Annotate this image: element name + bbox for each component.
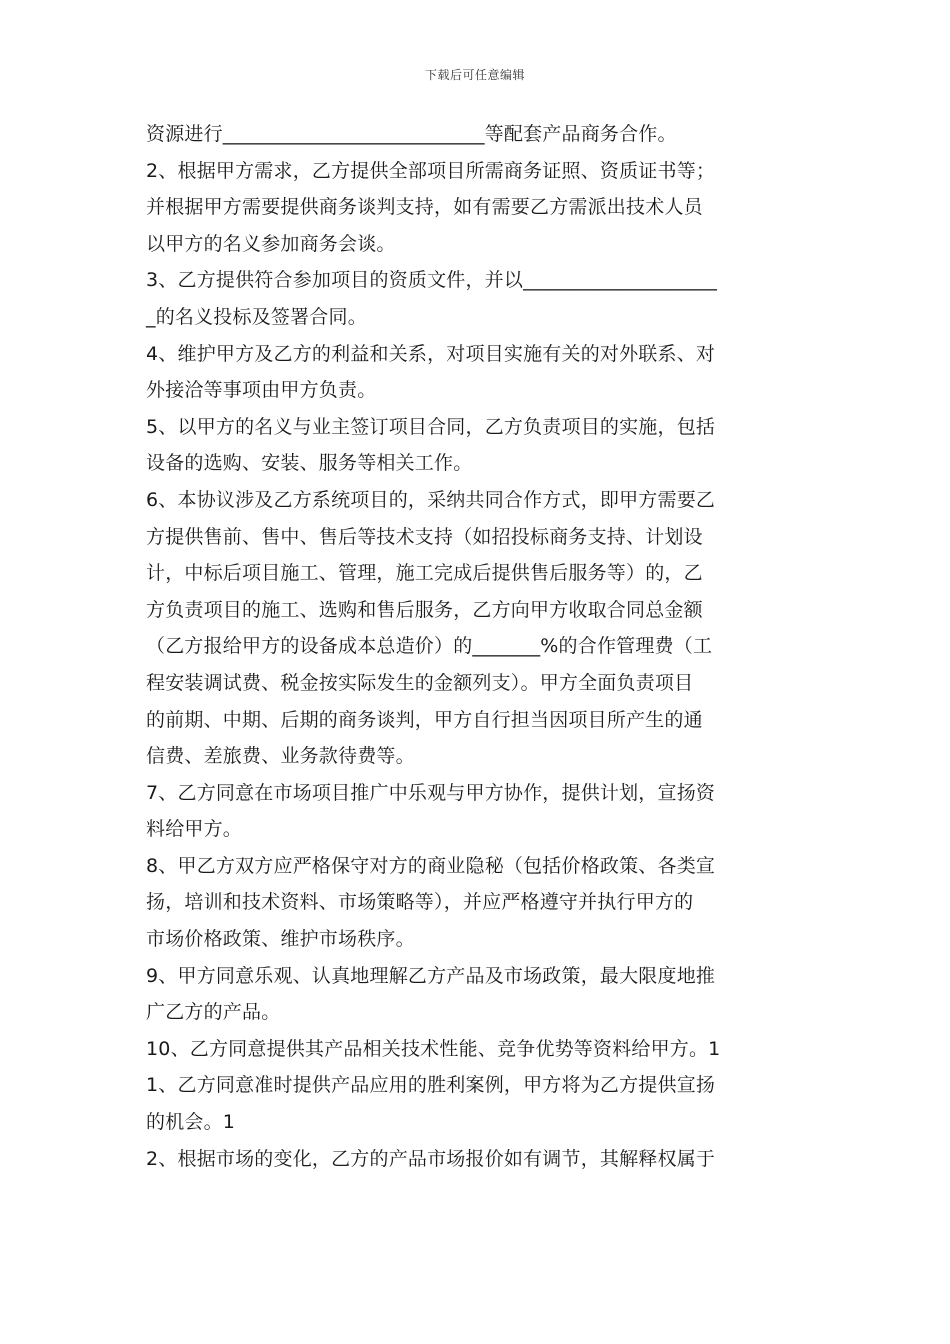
text-line: 料给甲方。 [146,818,243,841]
text-line: 1、乙方同意准时提供产品应用的胜利案例，甲方将为乙方提供宣扬 [146,1074,716,1097]
text-line: 10、乙方同意提供其产品相关技术性能、竞争优势等资料给甲方。1 [146,1037,721,1060]
text-line: 9、甲方同意乐观、认真地理解乙方产品及市场政策，最大限度地推 [146,964,716,987]
text-line: 2、根据市场的变化，乙方的产品市场报价如有调节，其解释权属于 [146,1147,716,1170]
text-line: 资源进行___________________________等配套产品商务合作。 [146,123,677,145]
text-line: 广乙方的产品。 [146,1001,281,1024]
text-line: 市场价格政策、维护市场秩序。 [146,928,415,951]
document-body [146,116,810,1177]
text-line: 并根据甲方需要提供商务谈判支持，如有需要乙方需派出技术人员 [146,196,703,219]
text-line: 5、以甲方的名义与业主签订项目合同，乙方负责项目的实施，包括 [146,415,716,438]
text-line: 7、乙方同意在市场项目推广中乐观与甲方协作，提供计划，宣扬资 [146,781,716,804]
text-line: 计，中标后项目施工、管理，施工完成后提供售后服务等）的，乙 [146,562,703,585]
text-line: 设备的选购、安装、服务等相关工作。 [146,452,473,475]
text-line: 2、根据甲方需求，乙方提供全部项目所需商务证照、资质证书等； [146,159,716,182]
text-line: 6、本协议涉及乙方系统项目的，采纳共同合作方式，即甲方需要乙 [146,488,716,511]
text-line: 的前期、中期、后期的商务谈判，甲方自行担当因项目所产生的通 [146,708,703,731]
text-line: 信费、差旅费、业务款待费等。 [146,745,415,768]
text-line: 的机会。1 [146,1111,236,1134]
text-line: 程安装调试费、税金按实际发生的金额列支）。甲方全面负责项目 [146,671,694,694]
text-line: 8、甲乙方双方应严格保守对方的商业隐秘（包括价格政策、各类宣 [146,854,716,877]
text-line: 扬，培训和技术资料、市场策略等），并应严格遵守并执行甲方的 [146,891,694,914]
page-header-note: 下载后可任意编辑 [424,68,525,82]
text-line: 4、维护甲方及乙方的利益和关系，对项目实施有关的对外联系、对 [146,342,716,365]
text-line: 方负责项目的施工、选购和售后服务，乙方向甲方收取合同总金额 [146,598,703,621]
text-line: _的名义投标及签署合同。 [146,305,367,328]
text-line: 3、乙方提供符合参加项目的资质文件，并以____________________ [146,269,718,292]
text-line: 外接洽等事项由甲方负责。 [146,379,377,402]
text-line: 以甲方的名义参加商务会谈。 [146,232,396,255]
text-line: （乙方报给甲方的设备成本总造价）的_______%的合作管理费（工 [146,635,713,658]
text-line: 方提供售前、售中、售后等技术支持（如招投标商务支持、计划设 [146,525,703,548]
